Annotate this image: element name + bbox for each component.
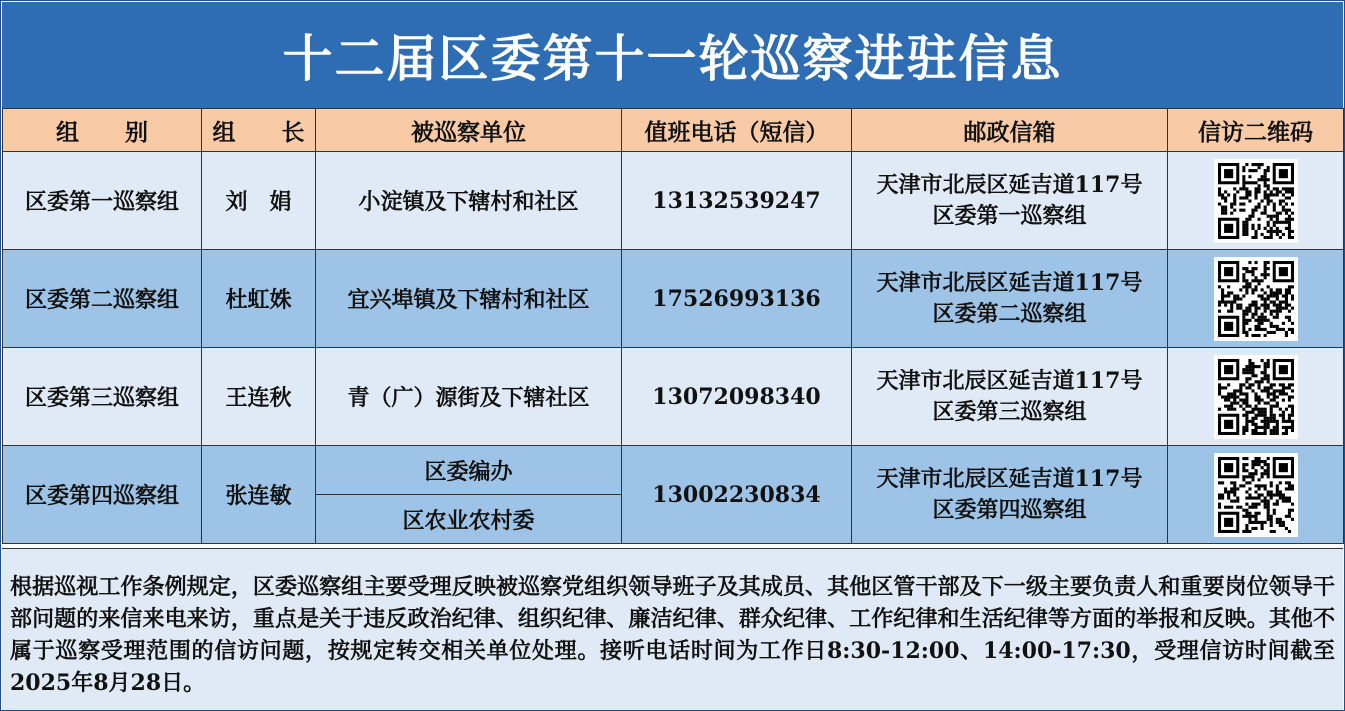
inspected-unit: 小淀镇及下辖村和社区 bbox=[316, 152, 622, 250]
header-leader: 组 长 bbox=[202, 109, 316, 152]
qr-cell bbox=[1168, 152, 1344, 250]
table-header-row bbox=[3, 109, 1344, 152]
qr-cell bbox=[1168, 250, 1344, 348]
postal-mailbox bbox=[852, 250, 1168, 348]
table-row bbox=[3, 152, 1344, 250]
qr-code-icon[interactable] bbox=[1214, 257, 1298, 341]
inspected-unit: 青（广）源街及下辖社区 bbox=[316, 348, 622, 446]
qr-code-icon[interactable] bbox=[1214, 159, 1298, 243]
mailbox-address: 天津市北辰区延吉道117号 bbox=[876, 269, 1143, 296]
inspected-unit: 宜兴埠镇及下辖村和社区 bbox=[316, 250, 622, 348]
group-leader: 刘 娟 bbox=[202, 152, 316, 250]
mailbox-address: 天津市北辰区延吉道117号 bbox=[876, 367, 1143, 394]
group-leader: 张连敏 bbox=[202, 446, 316, 544]
qr-code-graphic bbox=[1218, 457, 1294, 533]
qr-cell bbox=[1168, 348, 1344, 446]
mailbox-recipient: 区委第四巡察组 bbox=[932, 496, 1087, 523]
table-row bbox=[3, 348, 1344, 446]
notice-text: 根据巡视工作条例规定，区委巡察组主要受理反映被巡察党组织领导班子及其成员、其他区管干部及下一级主要负责人和重要岗位领导干部问题的来信来电来访，重点是关于违反政治纪律、组织纪律、廉洁纪律、群众纪律、工作纪律和生活纪律等方面的举报和反映。其他不属于巡察受理范围的信访问题，按规定转交相关单位处理。接听电话时间为工作日8:30-12:00、14:00-17:30，受理信访时间截至2025年8月28日。 bbox=[2, 548, 1343, 710]
mailbox-address: 天津市北辰区延吉道117号 bbox=[876, 171, 1143, 198]
group-name: 区委第二巡察组 bbox=[3, 250, 202, 348]
mailbox-recipient: 区委第一巡察组 bbox=[932, 202, 1087, 229]
inspected-unit: 区委编办 bbox=[316, 446, 622, 495]
postal-mailbox bbox=[852, 446, 1168, 544]
group-name: 区委第四巡察组 bbox=[3, 446, 202, 544]
inspection-table bbox=[2, 108, 1344, 544]
inspected-unit: 区农业农村委 bbox=[316, 495, 622, 544]
group-leader: 王连秋 bbox=[202, 348, 316, 446]
qr-code-graphic bbox=[1218, 261, 1294, 337]
qr-cell bbox=[1168, 446, 1344, 544]
mailbox-recipient: 区委第三巡察组 bbox=[932, 398, 1087, 425]
qr-code-icon[interactable] bbox=[1214, 355, 1298, 439]
qr-code-graphic bbox=[1218, 359, 1294, 435]
duty-phone: 13132539247 bbox=[622, 152, 852, 250]
duty-phone: 17526993136 bbox=[622, 250, 852, 348]
qr-code-graphic bbox=[1218, 163, 1294, 239]
duty-phone: 13072098340 bbox=[622, 348, 852, 446]
page-title: 十二届区委第十一轮巡察进驻信息 bbox=[2, 2, 1343, 108]
mailbox-recipient: 区委第二巡察组 bbox=[932, 300, 1087, 327]
header-unit: 被巡察单位 bbox=[316, 109, 622, 152]
header-qr: 信访二维码 bbox=[1168, 109, 1344, 152]
postal-mailbox bbox=[852, 152, 1168, 250]
group-leader: 杜虹姝 bbox=[202, 250, 316, 348]
duty-phone: 13002230834 bbox=[622, 446, 852, 544]
table-row bbox=[3, 446, 1344, 495]
postal-mailbox bbox=[852, 348, 1168, 446]
qr-code-icon[interactable] bbox=[1214, 453, 1298, 537]
group-name: 区委第三巡察组 bbox=[3, 348, 202, 446]
group-name: 区委第一巡察组 bbox=[3, 152, 202, 250]
header-group: 组 别 bbox=[3, 109, 202, 152]
table-row bbox=[3, 250, 1344, 348]
mailbox-address: 天津市北辰区延吉道117号 bbox=[876, 465, 1143, 492]
header-phone: 值班电话（短信） bbox=[622, 109, 852, 152]
header-mailbox: 邮政信箱 bbox=[852, 109, 1168, 152]
